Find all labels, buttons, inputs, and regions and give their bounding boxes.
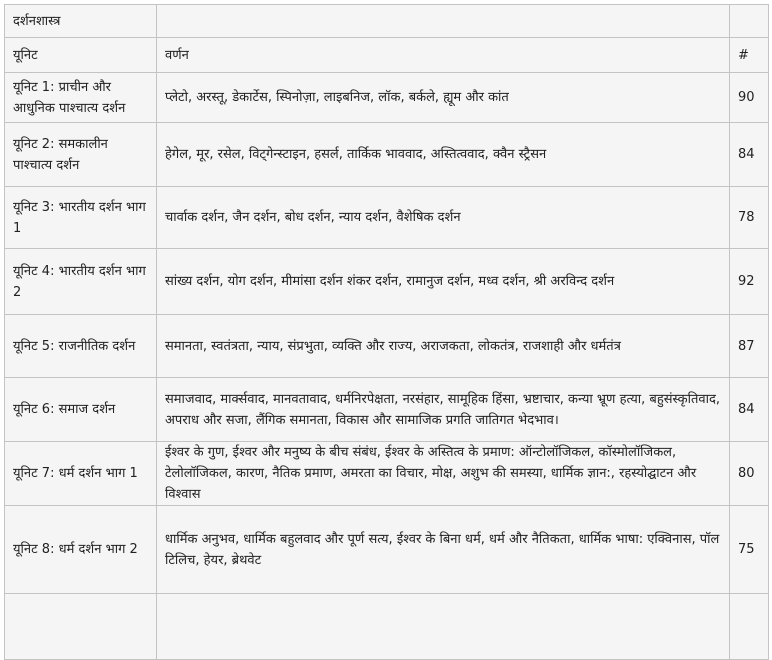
count-cell: 87 <box>730 315 769 378</box>
table-row <box>5 378 769 442</box>
topics-cell: चार्वाक दर्शन, जैन दर्शन, बोध दर्शन, न्याय दर्शन, वैशेषिक दर्शन <box>157 187 730 249</box>
title-row <box>5 5 769 38</box>
count-cell: 90 <box>730 73 769 123</box>
header-unit: यूनिट <box>5 38 157 73</box>
unit-cell: यूनिट 1: प्राचीन और आधुनिक पाश्चात्य दर्शन <box>5 73 157 123</box>
unit-cell: यूनिट 7: धर्म दर्शन भाग 1 <box>5 442 157 506</box>
topics-cell: ईश्वर के गुण, ईश्वर और मनुष्य के बीच संबंध, ईश्वर के अस्तित्व के प्रमाण: ऑन्टोलॉजिकल, कॉस्मोलॉजिकल, टेलोलॉजिकल, कारण, नैतिक प्रमाण, अमरता का विचार, मोक्ष, अशुभ की समस्या, धार्मिक ज्ञान:, रहस्योद्घाटन और विश्वास <box>157 442 730 506</box>
unit-cell: यूनिट 3: भारतीय दर्शन भाग 1 <box>5 187 157 249</box>
table-row <box>5 123 769 187</box>
header-topics: वर्णन <box>157 38 730 73</box>
unit-cell: यूनिट 8: धर्म दर्शन भाग 2 <box>5 506 157 594</box>
count-cell <box>730 594 769 660</box>
title-empty-cell <box>157 5 730 38</box>
table-row <box>5 315 769 378</box>
table-title: दर्शनशास्त्र <box>5 5 157 38</box>
table-row <box>5 249 769 315</box>
table-row <box>5 187 769 249</box>
unit-cell: यूनिट 2: समकालीन पाश्चात्य दर्शन <box>5 123 157 187</box>
table-row <box>5 73 769 123</box>
syllabus-table <box>4 4 769 660</box>
unit-cell: यूनिट 5: राजनीतिक दर्शन <box>5 315 157 378</box>
table-row <box>5 594 769 660</box>
topics-cell <box>157 594 730 660</box>
header-row <box>5 38 769 73</box>
topics-cell: समाजवाद, मार्क्सवाद, मानवतावाद, धर्मनिरपेक्षता, नरसंहार, सामूहिक हिंसा, भ्रष्टाचार, कन्या भ्रूण हत्या, बहुसंस्कृतिवाद, अपराध और सजा, लैंगिक समानता, विकास और सामाजिक प्रगति जातिगत भेदभाव। <box>157 378 730 442</box>
topics-cell: प्लेटो, अरस्तू, डेकार्टेस, स्पिनोज़ा, लाइबनिज, लॉक, बर्कले, ह्यूम और कांत <box>157 73 730 123</box>
header-count: # <box>730 38 769 73</box>
table-row <box>5 442 769 506</box>
title-empty-cell <box>730 5 769 38</box>
unit-cell: यूनिट 6: समाज दर्शन <box>5 378 157 442</box>
count-cell: 84 <box>730 123 769 187</box>
topics-cell: समानता, स्वतंत्रता, न्याय, संप्रभुता, व्यक्ति और राज्य, अराजकता, लोकतंत्र, राजशाही और धर्मतंत्र <box>157 315 730 378</box>
topics-cell: हेगेल, मूर, रसेल, विट्गेन्स्टाइन, हसर्ल, तार्किक भाववाद, अस्तित्ववाद, क्वैन स्ट्रैसन <box>157 123 730 187</box>
count-cell: 78 <box>730 187 769 249</box>
unit-cell <box>5 594 157 660</box>
table-row <box>5 506 769 594</box>
count-cell: 84 <box>730 378 769 442</box>
unit-cell: यूनिट 4: भारतीय दर्शन भाग 2 <box>5 249 157 315</box>
topics-cell: धार्मिक अनुभव, धार्मिक बहुलवाद और पूर्ण सत्य, ईश्वर के बिना धर्म, धर्म और नैतिकता, धार्मिक भाषा: एक्विनास, पॉल टिलिच, हेयर, ब्रेथवेट <box>157 506 730 594</box>
count-cell: 80 <box>730 442 769 506</box>
topics-cell: सांख्य दर्शन, योग दर्शन, मीमांसा दर्शन शंकर दर्शन, रामानुज दर्शन, मध्व दर्शन, श्री अरविन्द दर्शन <box>157 249 730 315</box>
count-cell: 92 <box>730 249 769 315</box>
count-cell: 75 <box>730 506 769 594</box>
